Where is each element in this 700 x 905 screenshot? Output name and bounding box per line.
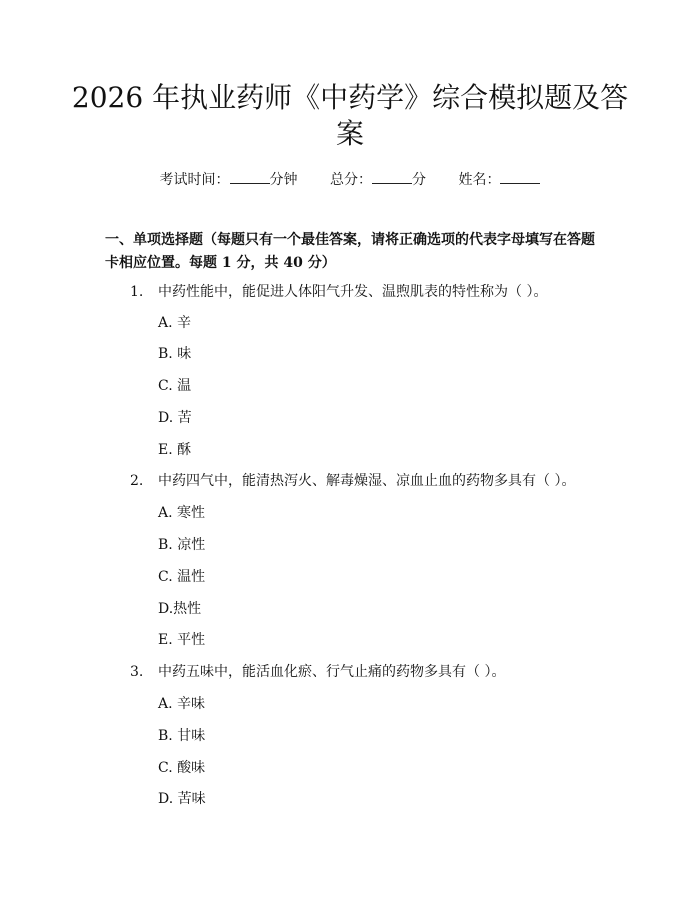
question-text: 中药四气中，能清热泻火、解毒燥湿、凉血止血的药物多具有（ ）。 [158,473,576,489]
exam-time-blank [230,169,270,184]
question-2-option-e: E. 平性 [158,632,206,648]
question-text: 中药性能中，能促进人体阳气升发、温煦肌表的特性称为（ ）。 [158,284,548,300]
question-3-option-c: C. 酸味 [158,760,206,776]
question-number: 1. [130,284,144,300]
question-1-option-e: E. 酥 [158,442,192,458]
question-3-stem [130,662,505,682]
page-title-line-2: 案 [335,117,364,150]
question-3-option-a: A. 辛味 [158,696,206,712]
question-2-option-a: A. 寒性 [158,505,206,521]
exam-time-field [160,169,298,190]
question-2-stem [130,471,575,491]
exam-info-row [0,169,700,190]
question-2-option-b: B. 凉性 [158,537,206,553]
total-score-blank [372,169,412,184]
question-2-option-d: D.热性 [158,601,202,617]
question-3-option-d: D. 苦味 [158,791,206,807]
question-1-option-c: C. 温 [158,378,192,394]
page-title [70,80,630,152]
question-text: 中药五味中，能活血化瘀、行气止痛的药物多具有（ ）。 [158,664,506,680]
question-1-option-a: A. 辛 [158,315,192,331]
name-label: 姓名： [458,172,501,188]
name-blank [500,169,540,184]
question-3-option-b: B. 甘味 [158,728,206,744]
question-1-stem [130,282,547,302]
page-title-line-1: 2026 年执业药师《中药学》综合模拟题及答 [71,81,629,114]
name-field [458,169,540,190]
question-1-option-b: B. 味 [158,346,192,362]
section-heading: 一、单项选择题（每题只有一个最佳答案，请将正确选项的代表字母填写在答题卡相应位置。每题 1 分，共 40 分） [105,232,595,271]
total-score-field [330,169,426,190]
exam-time-label: 考试时间： [159,172,230,188]
question-1-option-d: D. 苦 [158,410,192,426]
total-score-unit: 分 [412,172,426,188]
question-2-option-c: C. 温性 [158,569,206,585]
exam-time-unit: 分钟 [269,172,298,188]
question-number: 2. [130,473,144,489]
question-number: 3. [130,664,144,680]
total-score-label: 总分： [330,172,372,188]
